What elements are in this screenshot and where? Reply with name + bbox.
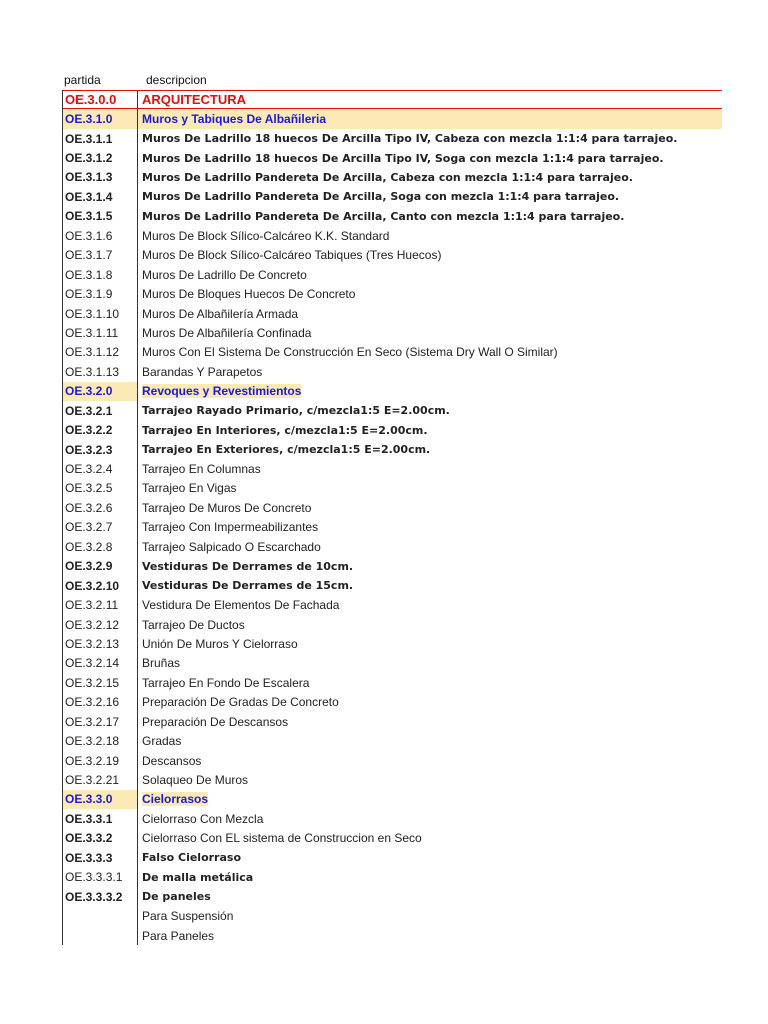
partida-cell[interactable]: OE.3.2.5: [63, 479, 138, 498]
descripcion-cell[interactable]: [138, 323, 311, 342]
descripcion-cell[interactable]: [138, 109, 326, 128]
table-row[interactable]: [63, 401, 722, 420]
partida-cell[interactable]: OE.3.1.10: [63, 304, 138, 323]
table-row[interactable]: [63, 751, 722, 770]
descripcion-cell[interactable]: [138, 790, 208, 809]
table-row[interactable]: [63, 479, 722, 498]
descripcion-cell[interactable]: [138, 284, 355, 303]
descripcion-cell[interactable]: [138, 498, 311, 517]
descripcion-cell[interactable]: [138, 420, 428, 439]
descripcion-text: ARQUITECTURA: [142, 92, 246, 108]
descripcion-cell[interactable]: [138, 479, 237, 498]
descripcion-text: Muros y Tabiques De Albañileria: [142, 112, 327, 127]
descripcion-cell[interactable]: [138, 654, 180, 673]
descripcion-text: Solaqueo De Muros: [142, 773, 249, 788]
descripcion-text: Gradas: [142, 734, 182, 749]
descripcion-cell[interactable]: [138, 829, 422, 848]
partida-cell[interactable]: OE.3.2.11: [63, 595, 138, 614]
partida-cell[interactable]: [63, 926, 138, 945]
descripcion-text: Muros De Ladrillo Pandereta De Arcilla, Cabeza con mezcla 1:1:4 para tarrajeo.: [142, 170, 633, 184]
table-row[interactable]: [63, 673, 722, 692]
descripcion-text: Para Suspensión: [142, 909, 234, 924]
descripcion-text: Vestidura De Elementos De Fachada: [142, 598, 340, 613]
table-row[interactable]: [63, 148, 722, 167]
table-row[interactable]: [63, 518, 722, 537]
descripcion-cell[interactable]: [138, 343, 558, 362]
table-row[interactable]: [63, 790, 722, 809]
descripcion-cell[interactable]: [138, 265, 307, 284]
descripcion-text: Tarrajeo De Ductos: [142, 617, 245, 632]
descripcion-cell[interactable]: [138, 731, 181, 750]
partida-cell[interactable]: OE.3.3.2: [63, 829, 138, 848]
descripcion-text: Muros De Ladrillo 18 huecos De Arcilla Tipo IV, Soga con mezcla 1:1:4 para tarrajeo.: [142, 151, 664, 165]
partida-cell[interactable]: OE.3.2.8: [63, 537, 138, 556]
partida-cell[interactable]: OE.3.1.3: [63, 168, 138, 187]
partida-cell[interactable]: OE.3.2.14: [63, 654, 138, 673]
partida-cell[interactable]: OE.3.1.8: [63, 265, 138, 284]
descripcion-text: Tarrajeo Con Impermeabilizantes: [142, 520, 319, 535]
table-row[interactable]: [63, 498, 722, 517]
descripcion-text: Muros Con El Sistema De Construcción En Seco (Sistema Dry Wall O Similar): [142, 345, 558, 360]
descripcion-text: Barandas Y Parapetos: [142, 364, 263, 379]
descripcion-text: Tarrajeo En Vigas: [142, 481, 237, 496]
partida-cell[interactable]: OE.3.1.2: [63, 148, 138, 167]
descripcion-cell[interactable]: [138, 770, 248, 789]
table-row[interactable]: [63, 323, 722, 342]
table-row[interactable]: [63, 595, 722, 614]
partida-cell[interactable]: OE.3.3.3.1: [63, 868, 138, 887]
table-row[interactable]: [63, 207, 722, 226]
descripcion-text: Vestiduras De Derrames de 15cm.: [142, 579, 354, 593]
table-row[interactable]: [63, 265, 722, 284]
header-partida: partida: [64, 73, 101, 87]
table-row[interactable]: [63, 770, 722, 789]
descripcion-cell[interactable]: [138, 557, 353, 576]
descripcion-text: Vestiduras De Derrames de 10cm.: [142, 559, 354, 573]
partida-cell[interactable]: OE.3.2.6: [63, 498, 138, 517]
partida-cell[interactable]: OE.3.1.4: [63, 187, 138, 206]
descripcion-text: Bruñas: [142, 656, 181, 671]
partida-cell[interactable]: OE.3.3.1: [63, 809, 138, 828]
descripcion-cell[interactable]: [138, 148, 664, 167]
partida-cell[interactable]: OE.3.2.10: [63, 576, 138, 595]
descripcion-text: Tarrajeo Salpicado O Escarchado: [142, 539, 321, 554]
descripcion-cell[interactable]: [138, 382, 301, 401]
descripcion-cell[interactable]: [138, 576, 353, 595]
table-row[interactable]: [63, 557, 722, 576]
descripcion-text: Para Paneles: [142, 928, 215, 943]
partida-cell[interactable]: OE.3.2.21: [63, 770, 138, 789]
descripcion-text: Muros De Ladrillo Pandereta De Arcilla, Canto con mezcla 1:1:4 para tarrajeo.: [142, 209, 625, 223]
descripcion-cell[interactable]: [138, 848, 241, 867]
table-row[interactable]: [63, 809, 722, 828]
descripcion-cell[interactable]: [138, 168, 633, 187]
header-descripcion: descripcion: [146, 73, 207, 87]
partida-cell[interactable]: OE.3.2.4: [63, 459, 138, 478]
partida-cell[interactable]: OE.3.3.3.2: [63, 887, 138, 906]
table-row[interactable]: [63, 731, 722, 750]
descripcion-text: Tarrajeo En Exteriores, c/mezcla1:5 E=2.00cm.: [142, 443, 431, 457]
descripcion-text: Muros De Block Sílico-Calcáreo Tabiques (Tres Huecos): [142, 248, 442, 263]
descripcion-text: Muros De Albañilería Confinada: [142, 325, 312, 340]
table-row[interactable]: [63, 168, 722, 187]
table-row[interactable]: [63, 109, 722, 128]
descripcion-text: Muros De Block Sílico-Calcáreo K.K. Standard: [142, 228, 390, 243]
descripcion-cell[interactable]: [138, 362, 262, 381]
table-row[interactable]: [63, 634, 722, 653]
table-row[interactable]: [63, 284, 722, 303]
partida-cell[interactable]: OE.3.2.18: [63, 731, 138, 750]
descripcion-text: Muros De Bloques Huecos De Concreto: [142, 287, 356, 302]
descripcion-cell[interactable]: [138, 401, 450, 420]
table-row[interactable]: [63, 537, 722, 556]
partida-cell[interactable]: OE.3.1.1: [63, 129, 138, 148]
descripcion-text: Descansos: [142, 753, 202, 768]
descripcion-text: Preparación De Descansos: [142, 714, 289, 729]
descripcion-cell[interactable]: [138, 868, 253, 887]
partida-cell[interactable]: OE.3.1.12: [63, 343, 138, 362]
partida-cell[interactable]: OE.3.2.7: [63, 518, 138, 537]
partida-cell[interactable]: OE.3.2.1: [63, 401, 138, 420]
column-headers: [62, 70, 722, 90]
table-row[interactable]: [63, 343, 722, 362]
descripcion-text: De paneles: [142, 890, 211, 904]
table-row[interactable]: [63, 90, 722, 109]
descripcion-cell[interactable]: [138, 187, 619, 206]
partida-cell[interactable]: OE.3.3.3: [63, 848, 138, 867]
descripcion-text: Preparación De Gradas De Concreto: [142, 695, 339, 710]
descripcion-cell[interactable]: [138, 91, 246, 108]
descripcion-cell[interactable]: [138, 459, 261, 478]
descripcion-cell[interactable]: [138, 226, 389, 245]
descripcion-text: Muros De Albañilería Armada: [142, 306, 299, 321]
table-row[interactable]: [63, 129, 722, 148]
table-row[interactable]: [63, 304, 722, 323]
descripcion-text: Muros De Ladrillo Pandereta De Arcilla, Soga con mezcla 1:1:4 para tarrajeo.: [142, 190, 620, 204]
descripcion-cell[interactable]: [138, 595, 339, 614]
descripcion-text: Tarrajeo Rayado Primario, c/mezcla1:5 E=2.00cm.: [142, 404, 450, 418]
table-row[interactable]: [63, 246, 722, 265]
descripcion-cell[interactable]: [138, 906, 233, 925]
descripcion-cell[interactable]: [138, 129, 677, 148]
partida-cell[interactable]: OE.3.1.5: [63, 207, 138, 226]
table-row[interactable]: [63, 693, 722, 712]
descripcion-cell[interactable]: [138, 673, 309, 692]
partida-cell[interactable]: OE.3.1.11: [63, 323, 138, 342]
partida-cell[interactable]: OE.3.0.0: [63, 91, 138, 108]
table-row[interactable]: [63, 654, 722, 673]
descripcion-cell[interactable]: [138, 634, 298, 653]
descripcion-text: Tarrajeo En Fondo De Escalera: [142, 675, 310, 690]
table-row[interactable]: [63, 712, 722, 731]
partida-cell[interactable]: OE.3.1.13: [63, 362, 138, 381]
table-row[interactable]: [63, 187, 722, 206]
descripcion-cell[interactable]: [138, 926, 214, 945]
descripcion-text: Cielorrasos: [142, 792, 209, 807]
partida-cell[interactable]: OE.3.1.6: [63, 226, 138, 245]
partida-cell[interactable]: OE.3.2.13: [63, 634, 138, 653]
table-row[interactable]: [63, 420, 722, 439]
descripcion-text: Tarrajeo De Muros De Concreto: [142, 500, 312, 515]
descripcion-cell[interactable]: [138, 693, 339, 712]
partida-cell[interactable]: [63, 906, 138, 925]
descripcion-cell[interactable]: [138, 304, 298, 323]
descripcion-cell[interactable]: [138, 518, 318, 537]
descripcion-text: Tarrajeo En Columnas: [142, 462, 261, 477]
table-row[interactable]: [63, 382, 722, 401]
table-row[interactable]: [63, 906, 722, 925]
partida-cell[interactable]: OE.3.2.2: [63, 420, 138, 439]
table-row[interactable]: [63, 926, 722, 945]
partida-cell[interactable]: OE.3.2.16: [63, 693, 138, 712]
descripcion-text: Tarrajeo En Interiores, c/mezcla1:5 E=2.00cm.: [142, 423, 428, 437]
partida-cell[interactable]: OE.3.3.0: [63, 790, 138, 809]
descripcion-text: De malla metálica: [142, 870, 254, 884]
descripcion-cell[interactable]: [138, 207, 624, 226]
partida-cell[interactable]: OE.3.1.7: [63, 246, 138, 265]
table-row[interactable]: [63, 576, 722, 595]
descripcion-text: Falso Cielorraso: [142, 851, 242, 865]
descripcion-text: Muros De Ladrillo De Concreto: [142, 267, 307, 282]
partida-cell[interactable]: OE.3.1.9: [63, 284, 138, 303]
descripcion-text: Cielorraso Con EL sistema de Construccion en Seco: [142, 831, 422, 846]
descripcion-cell[interactable]: [138, 712, 288, 731]
table-row[interactable]: [63, 887, 722, 906]
table-row[interactable]: [63, 868, 722, 887]
descripcion-text: Muros De Ladrillo 18 huecos De Arcilla Tipo IV, Cabeza con mezcla 1:1:4 para tarrajeo.: [142, 132, 678, 146]
descripcion-cell[interactable]: [138, 887, 211, 906]
table-body: [62, 90, 722, 945]
partida-cell[interactable]: OE.3.2.9: [63, 557, 138, 576]
descripcion-cell[interactable]: [138, 809, 263, 828]
table-row[interactable]: [63, 440, 722, 459]
table-row[interactable]: [63, 362, 722, 381]
descripcion-cell[interactable]: [138, 615, 245, 634]
table-row[interactable]: [63, 226, 722, 245]
descripcion-cell[interactable]: [138, 246, 441, 265]
partida-cell[interactable]: OE.3.2.3: [63, 440, 138, 459]
partida-cell[interactable]: OE.3.1.0: [63, 109, 138, 128]
partida-cell[interactable]: OE.3.2.0: [63, 382, 138, 401]
descripcion-cell[interactable]: [138, 440, 430, 459]
table-row[interactable]: [63, 829, 722, 848]
table-row[interactable]: [63, 459, 722, 478]
descripcion-text: Revoques y Revestimientos: [142, 384, 302, 399]
partida-cell[interactable]: OE.3.2.17: [63, 712, 138, 731]
descripcion-text: Unión De Muros Y Cielorraso: [142, 636, 298, 651]
descripcion-cell[interactable]: [138, 751, 201, 770]
table-row[interactable]: [63, 848, 722, 867]
table-row[interactable]: [63, 615, 722, 634]
spreadsheet: [62, 70, 722, 945]
descripcion-cell[interactable]: [138, 537, 321, 556]
descripcion-text: Cielorraso Con Mezcla: [142, 811, 264, 826]
partida-cell[interactable]: OE.3.2.12: [63, 615, 138, 634]
partida-cell[interactable]: OE.3.2.15: [63, 673, 138, 692]
partida-cell[interactable]: OE.3.2.19: [63, 751, 138, 770]
